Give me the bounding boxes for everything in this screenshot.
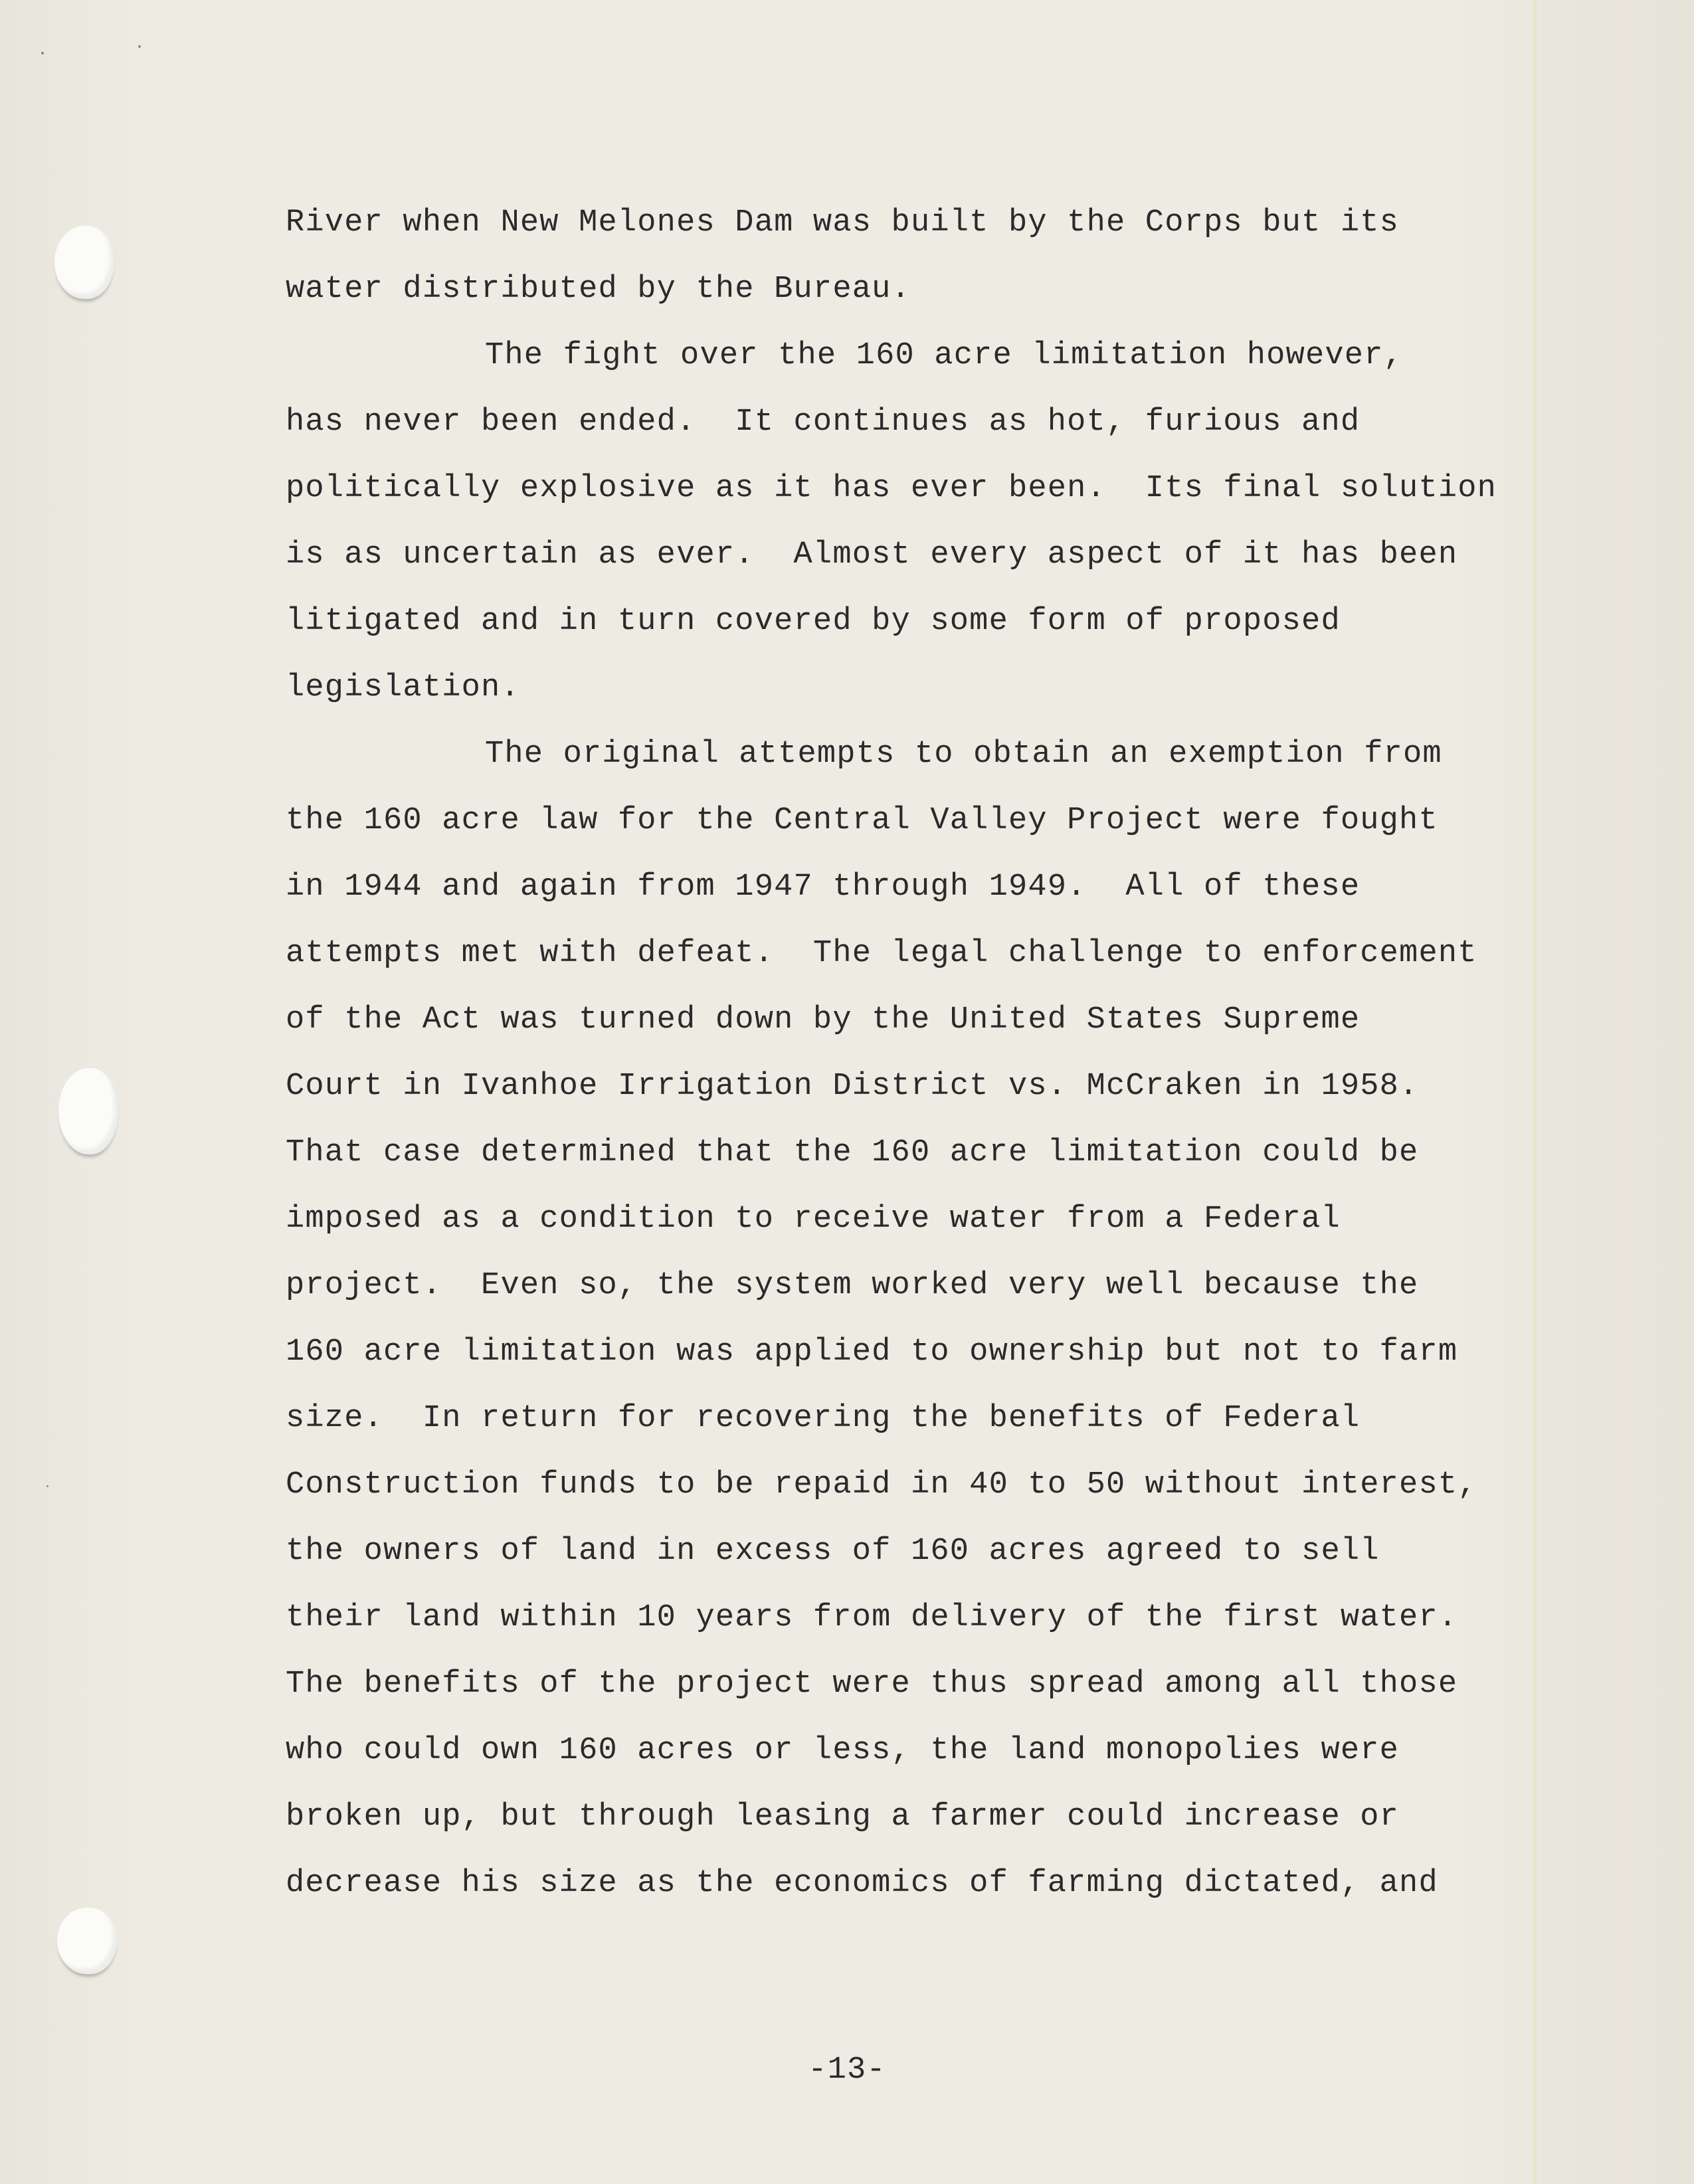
text-line: project. Even so, the system worked very well because the: [286, 1268, 1419, 1303]
text-line: The fight over the 160 acre limitation however,: [485, 338, 1404, 373]
text-line: 160 acre limitation was applied to ownership but not to farm: [286, 1334, 1458, 1370]
text-line: is as uncertain as ever. Almost every aspect of it has been: [286, 537, 1458, 573]
text-line: who could own 160 acres or less, the land monopolies were: [286, 1733, 1400, 1768]
text-line: the owners of land in excess of 160 acres agreed to sell: [286, 1534, 1380, 1569]
text-line: decrease his size as the economics of farming dictated, and: [286, 1866, 1438, 1901]
text-line: Court in Ivanhoe Irrigation District vs. McCraken in 1958.: [286, 1069, 1419, 1104]
body-text: [286, 190, 1548, 1917]
text-line: River when New Melones Dam was built by the Corps but its: [286, 205, 1400, 240]
page-number: -13-: [808, 2052, 886, 2088]
punch-hole-middle: [58, 1068, 118, 1154]
punch-hole-top: [54, 226, 114, 299]
text-line: litigated and in turn covered by some form of proposed: [286, 604, 1341, 639]
text-line: has never been ended. It continues as hot, furious and: [286, 405, 1361, 440]
text-line: broken up, but through leasing a farmer could increase or: [286, 1799, 1400, 1835]
text-line: attempts met with defeat. The legal challenge to enforcement: [286, 936, 1477, 971]
text-line: in 1944 and again from 1947 through 1949. All of these: [286, 869, 1361, 905]
paper-speck: [47, 1485, 48, 1487]
text-line: politically explosive as it has ever been. Its final solution: [286, 471, 1497, 506]
text-line: The original attempts to obtain an exemption from: [485, 737, 1442, 772]
text-line: water distributed by the Bureau.: [286, 272, 911, 307]
paper-speck: [138, 45, 141, 48]
text-line: legislation.: [286, 670, 520, 705]
text-line: of the Act was turned down by the United States Supreme: [286, 1002, 1361, 1038]
text-line: The benefits of the project were thus spread among all those: [286, 1667, 1458, 1702]
punch-hole-bottom: [57, 1908, 117, 1974]
text-line: That case determined that the 160 acre limitation could be: [286, 1135, 1419, 1170]
paper-speck: [41, 52, 44, 54]
text-line: the 160 acre law for the Central Valley Project were fought: [286, 803, 1438, 838]
text-line: imposed as a condition to receive water from a Federal: [286, 1202, 1341, 1237]
text-line: their land within 10 years from delivery of the first water.: [286, 1600, 1458, 1635]
text-line: size. In return for recovering the benefits of Federal: [286, 1401, 1361, 1436]
text-line: Construction funds to be repaid in 40 to 50 without interest,: [286, 1467, 1477, 1502]
